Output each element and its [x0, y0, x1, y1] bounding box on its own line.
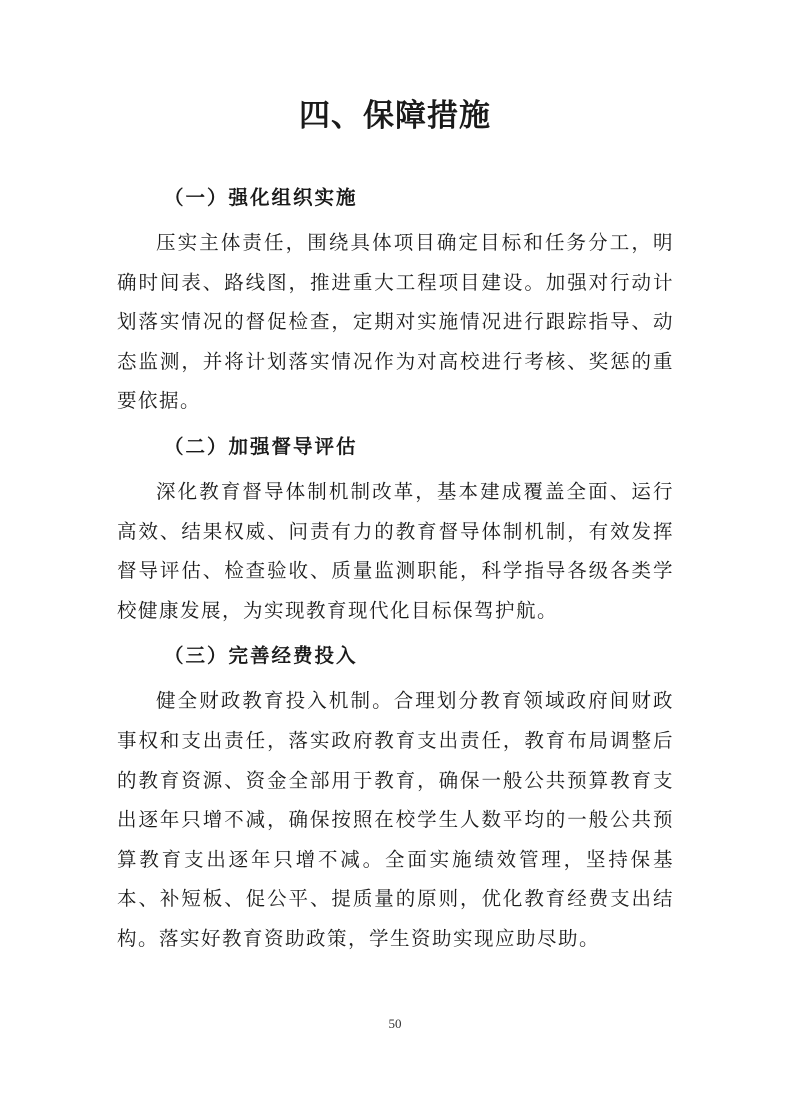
page-title: 四、保障措施 [299, 98, 491, 134]
section-organization [117, 172, 674, 421]
section-heading: （一）强化组织实施 [164, 186, 358, 209]
section-heading: （二）加强督导评估 [164, 434, 358, 458]
section-supervision [117, 421, 674, 630]
section-paragraph: 深化教育督导体制机制改革，基本建成覆盖全面、运行高效、结果权威、问责有力的教育督导体制机制，有效发挥督导评估、检查验收、质量监测职能，科学指导各级各类学校健康发展，为实现教育现代化目标保驾护航。 [117, 479, 674, 622]
page-number: 50 [388, 1016, 402, 1031]
section-funding [117, 630, 674, 958]
section-paragraph: 健全财政教育投入机制。合理划分教育领域政府间财政事权和支出责任，落实政府教育支出责任，教育布局调整后的教育资源、资金全部用于教育，确保一般公共预算教育支出逐年只增不减，确保按照在校学生人数平均的一般公共预算教育支出逐年只增不减。全面实施绩效管理，坚持保基本、补短板、促公平、提质量的原则，优化教育经费支出结构。落实好教育资助政策，学生资助实现应助尽助。 [117, 689, 674, 950]
section-heading: （三）完善经费投入 [164, 644, 358, 668]
document-body [117, 172, 674, 959]
section-paragraph: 压实主体责任，围绕具体项目确定目标和任务分工，明确时间表、路线图，推进重大工程项目建设。加强对行动计划落实情况的督促检查，定期对实施情况进行跟踪指导、动态监测，并将计划落实情况作为对高校进行考核、奖惩的重要依据。 [117, 231, 674, 413]
